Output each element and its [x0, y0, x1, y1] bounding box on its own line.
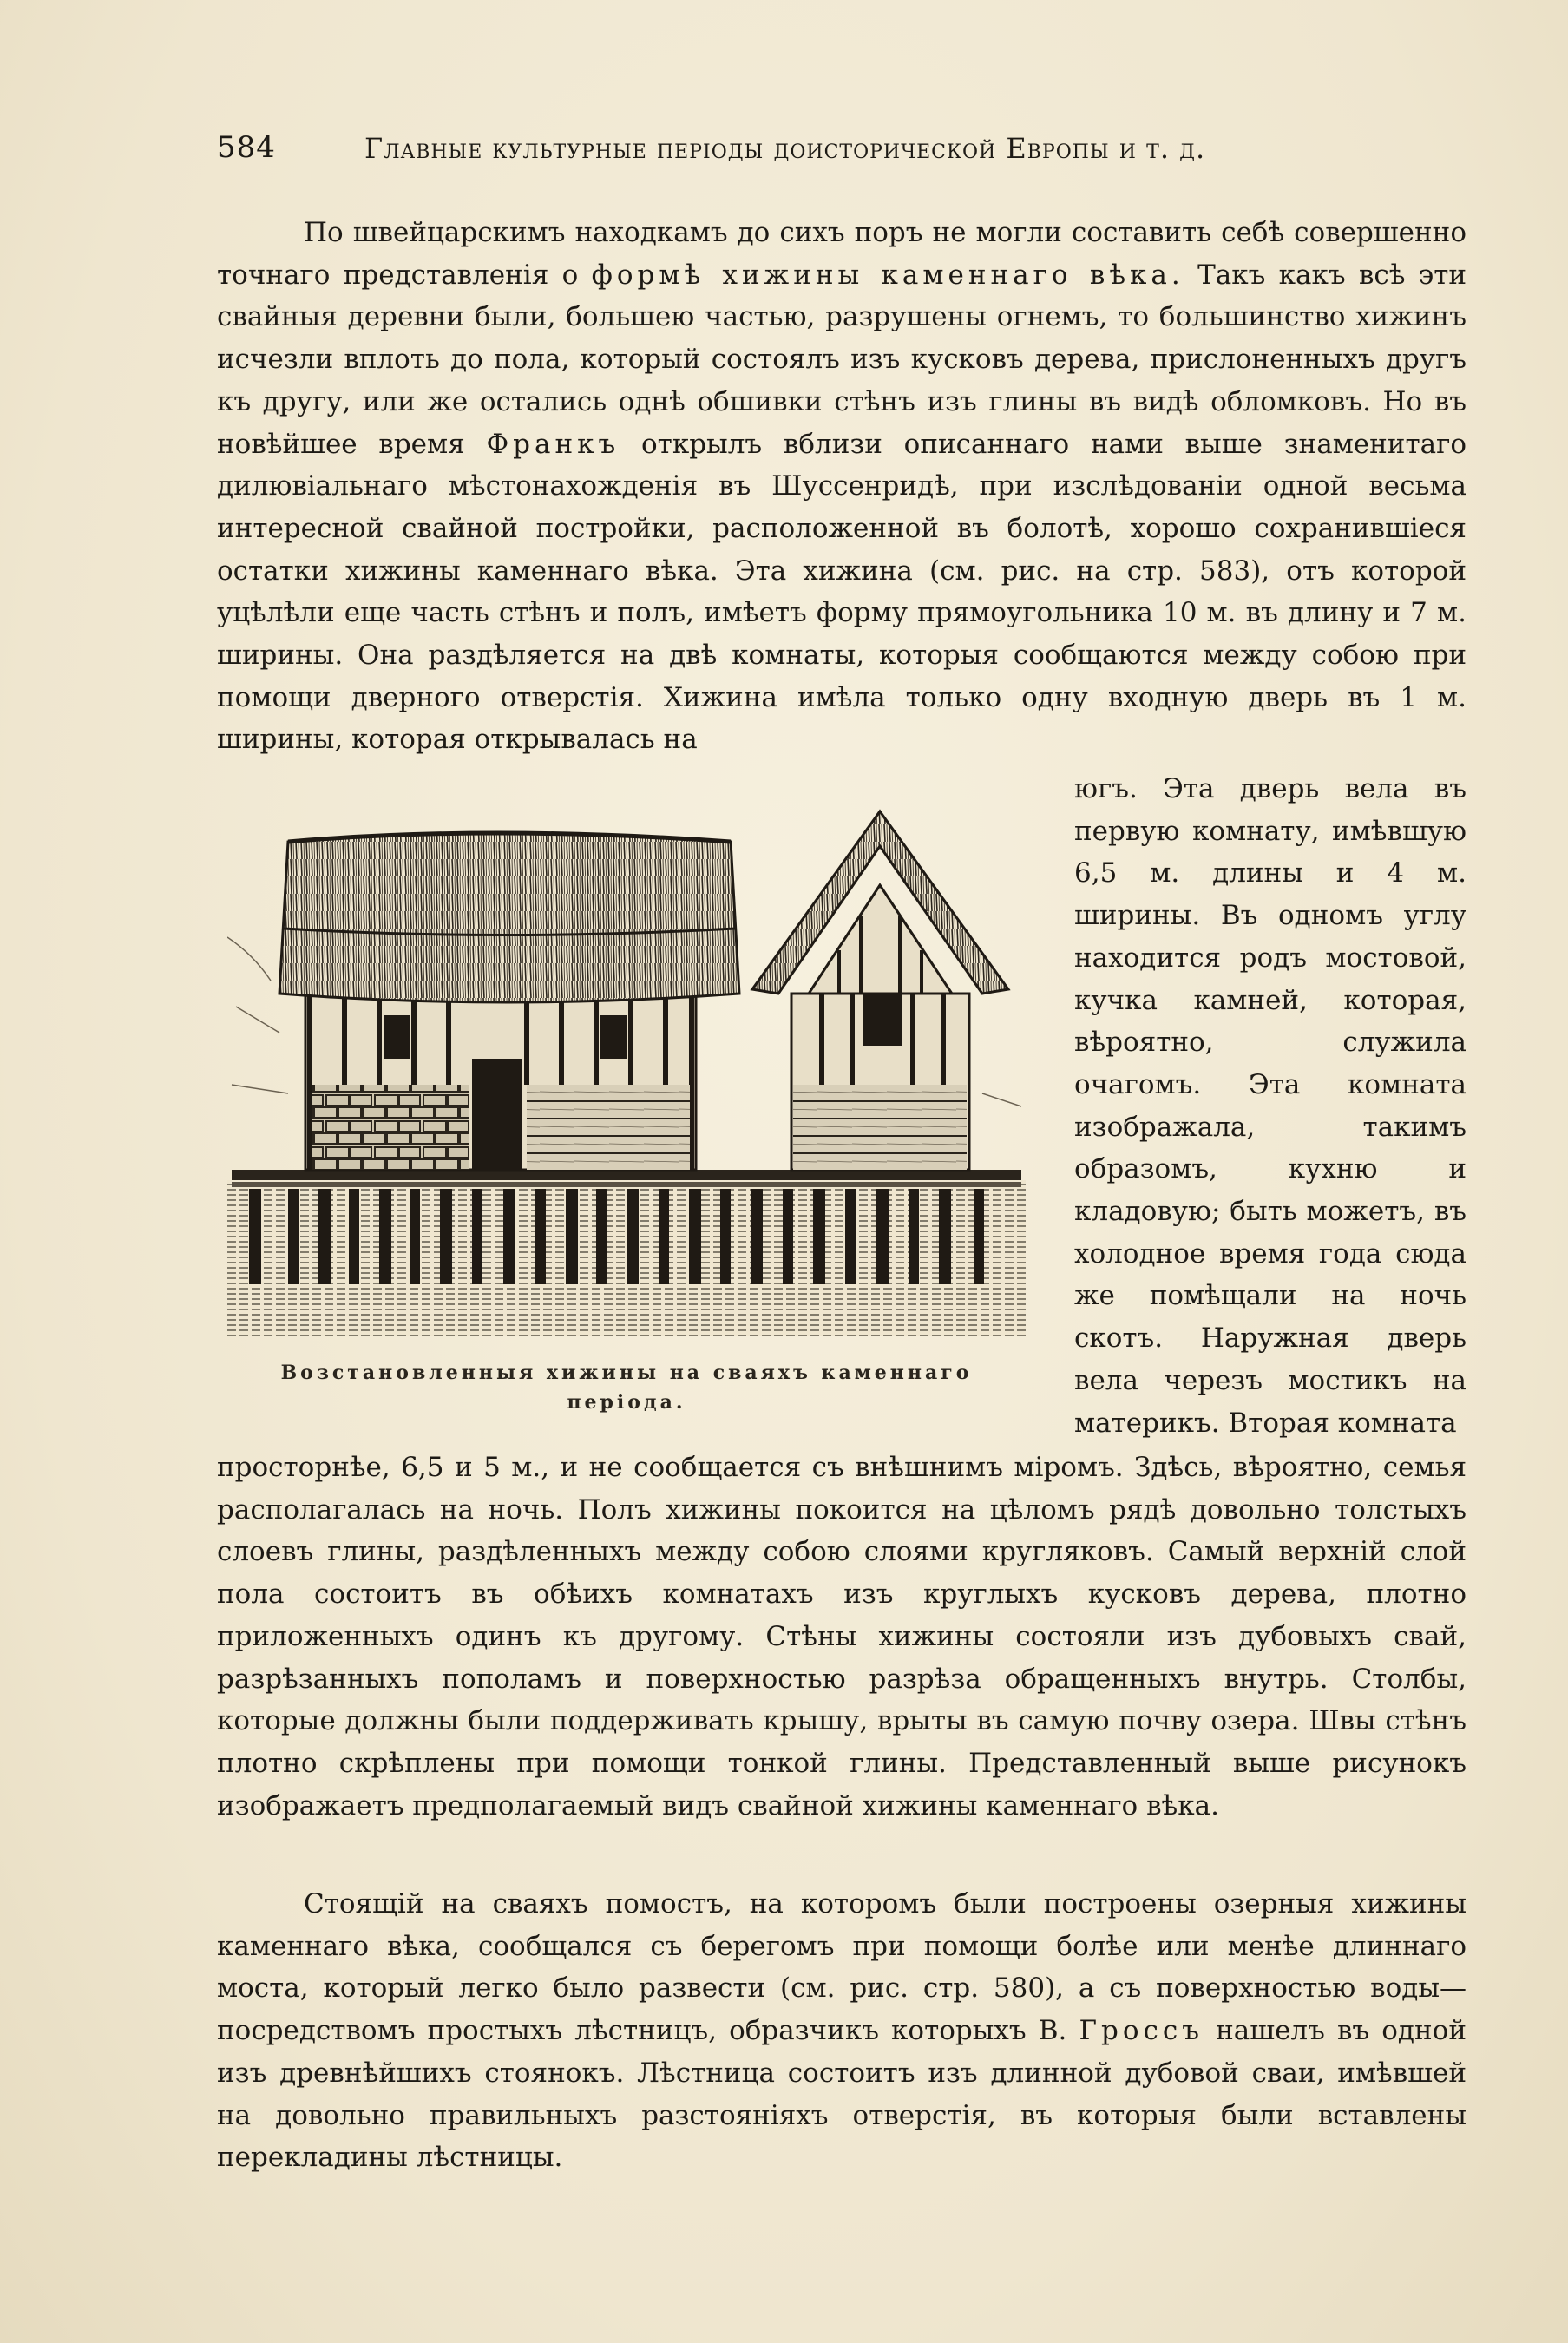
page-header	[217, 130, 1345, 165]
side-column-text: югъ. Эта дверь вела въ первую комнату, имѣвшую 6,5 м. длины и 4 м. ширины. Въ одномъ углу находится родъ мостовой, кучка камней, которая, вѣроятно, служила очагомъ. Эта комната изображала, такимъ образомъ, кухню и кладовую; быть можетъ, въ холодное время года сюда же помѣщали на ночь скотъ. Наружная дверь вела черезъ мостикъ на материкъ. Вторая комната	[1074, 773, 1466, 1439]
running-title: Главные культурные перiоды доисторической Европы и т. д.	[364, 132, 1206, 165]
emphasis-hut-form: формѣ хижины каменнаго вѣка.	[591, 259, 1184, 291]
paragraph-3-part-1: Стоящiй на сваяхъ помостъ, на которомъ были построены озерныя хижины каменнаго вѣка, сообщался съ берегомъ при помощи болѣе или менѣе длиннаго моста, который легко было развести (см. рис. стр. 580), а съ поверхностью воды—посредствомъ простыхъ лѣстницъ, образчикъ которыхъ В.	[217, 1888, 1466, 2047]
pile-dwelling-figure	[227, 807, 1026, 1341]
paragraph-1-part-2: Такъ какъ всѣ эти свайныя деревни были, большею частью, разрушены огнемъ, то большинство хижинъ исчезли вплоть до пола, который состоялъ изъ кусковъ дерева, прислоненныхъ другъ къ другу, или же остались однѣ обшивки стѣнъ изъ глины въ видѣ обломковъ. Но въ новѣйшее время	[217, 259, 1467, 460]
paragraph-1-part-1: По швейцарскимъ находкамъ до сихъ поръ не могли составить себѣ совершенно точнаго представленiя о	[217, 217, 1466, 291]
paragraph-3	[217, 1883, 1466, 2179]
pile-dwelling-icon	[227, 807, 1026, 1341]
paragraph-1	[217, 212, 1466, 761]
page-number: 584	[217, 130, 276, 165]
paragraph-3-part-2: нашелъ въ одной изъ древнѣйшихъ стоянокъ. Лѣстница состоитъ изъ длинной дубовой сваи, имѣвшей на довольно правильныхъ разстоянiяхъ отверстiя, въ которыя были вставлены перекладины лѣстницы.	[217, 2015, 1466, 2174]
paragraph-2: просторнѣе, 6,5 и 5 м., и не сообщается съ внѣшнимъ мiромъ. Здѣсь, вѣроятно, семья располагалась на ночь. Полъ хижины покоится на цѣломъ рядѣ довольно толстыхъ слоевъ глины, раздѣленныхъ между собою слоями кругляковъ. Самый верхнiй слой пола состоитъ въ обѣихъ комнатахъ изъ круглыхъ кусковъ дерева, плотно приложенныхъ одинъ къ другому. Стѣны хижины состояли изъ дубовыхъ свай, разрѣзанныхъ пополамъ и поверхностью разрѣза обращенныхъ внутрь. Столбы, которые должны были поддерживать крышу, врыты въ самую почву озера. Швы стѣнъ плотно скрѣплены при помощи тонкой глины. Представленный выше рисунокъ изображаетъ предполагаемый видъ свайной хижины каменнаго вѣка.	[217, 1452, 1466, 1821]
paragraph-1-part-3: открылъ вблизи описаннаго нами выше знаменитаго дилювiальнаго мѣстонахожденiя въ Шуссенридѣ, при изслѣдованiи одной весьма интересной свайной постройки, расположенной въ болотѣ, хорошо сохранившiеся остатки хижины каменнаго вѣка. Эта хижина (см. рис. на стр. 583), отъ которой уцѣлѣли еще часть стѣнъ и полъ, имѣетъ форму прямоугольника 10 м. въ длину и 7 м. ширины. Она раздѣляется на двѣ комнаты, которыя сообщаются между собою при помощи дверного отверстiя. Хижина имѣла только одну входную дверь въ 1 м. ширины, которая открывалась на	[217, 428, 1467, 756]
figure-caption: Возстановленныя хижины на сваяхъ каменнаго перiода.	[280, 1362, 973, 1414]
emphasis-gross: Гроссъ	[1079, 2015, 1204, 2047]
emphasis-frank: Франкъ	[486, 428, 620, 460]
